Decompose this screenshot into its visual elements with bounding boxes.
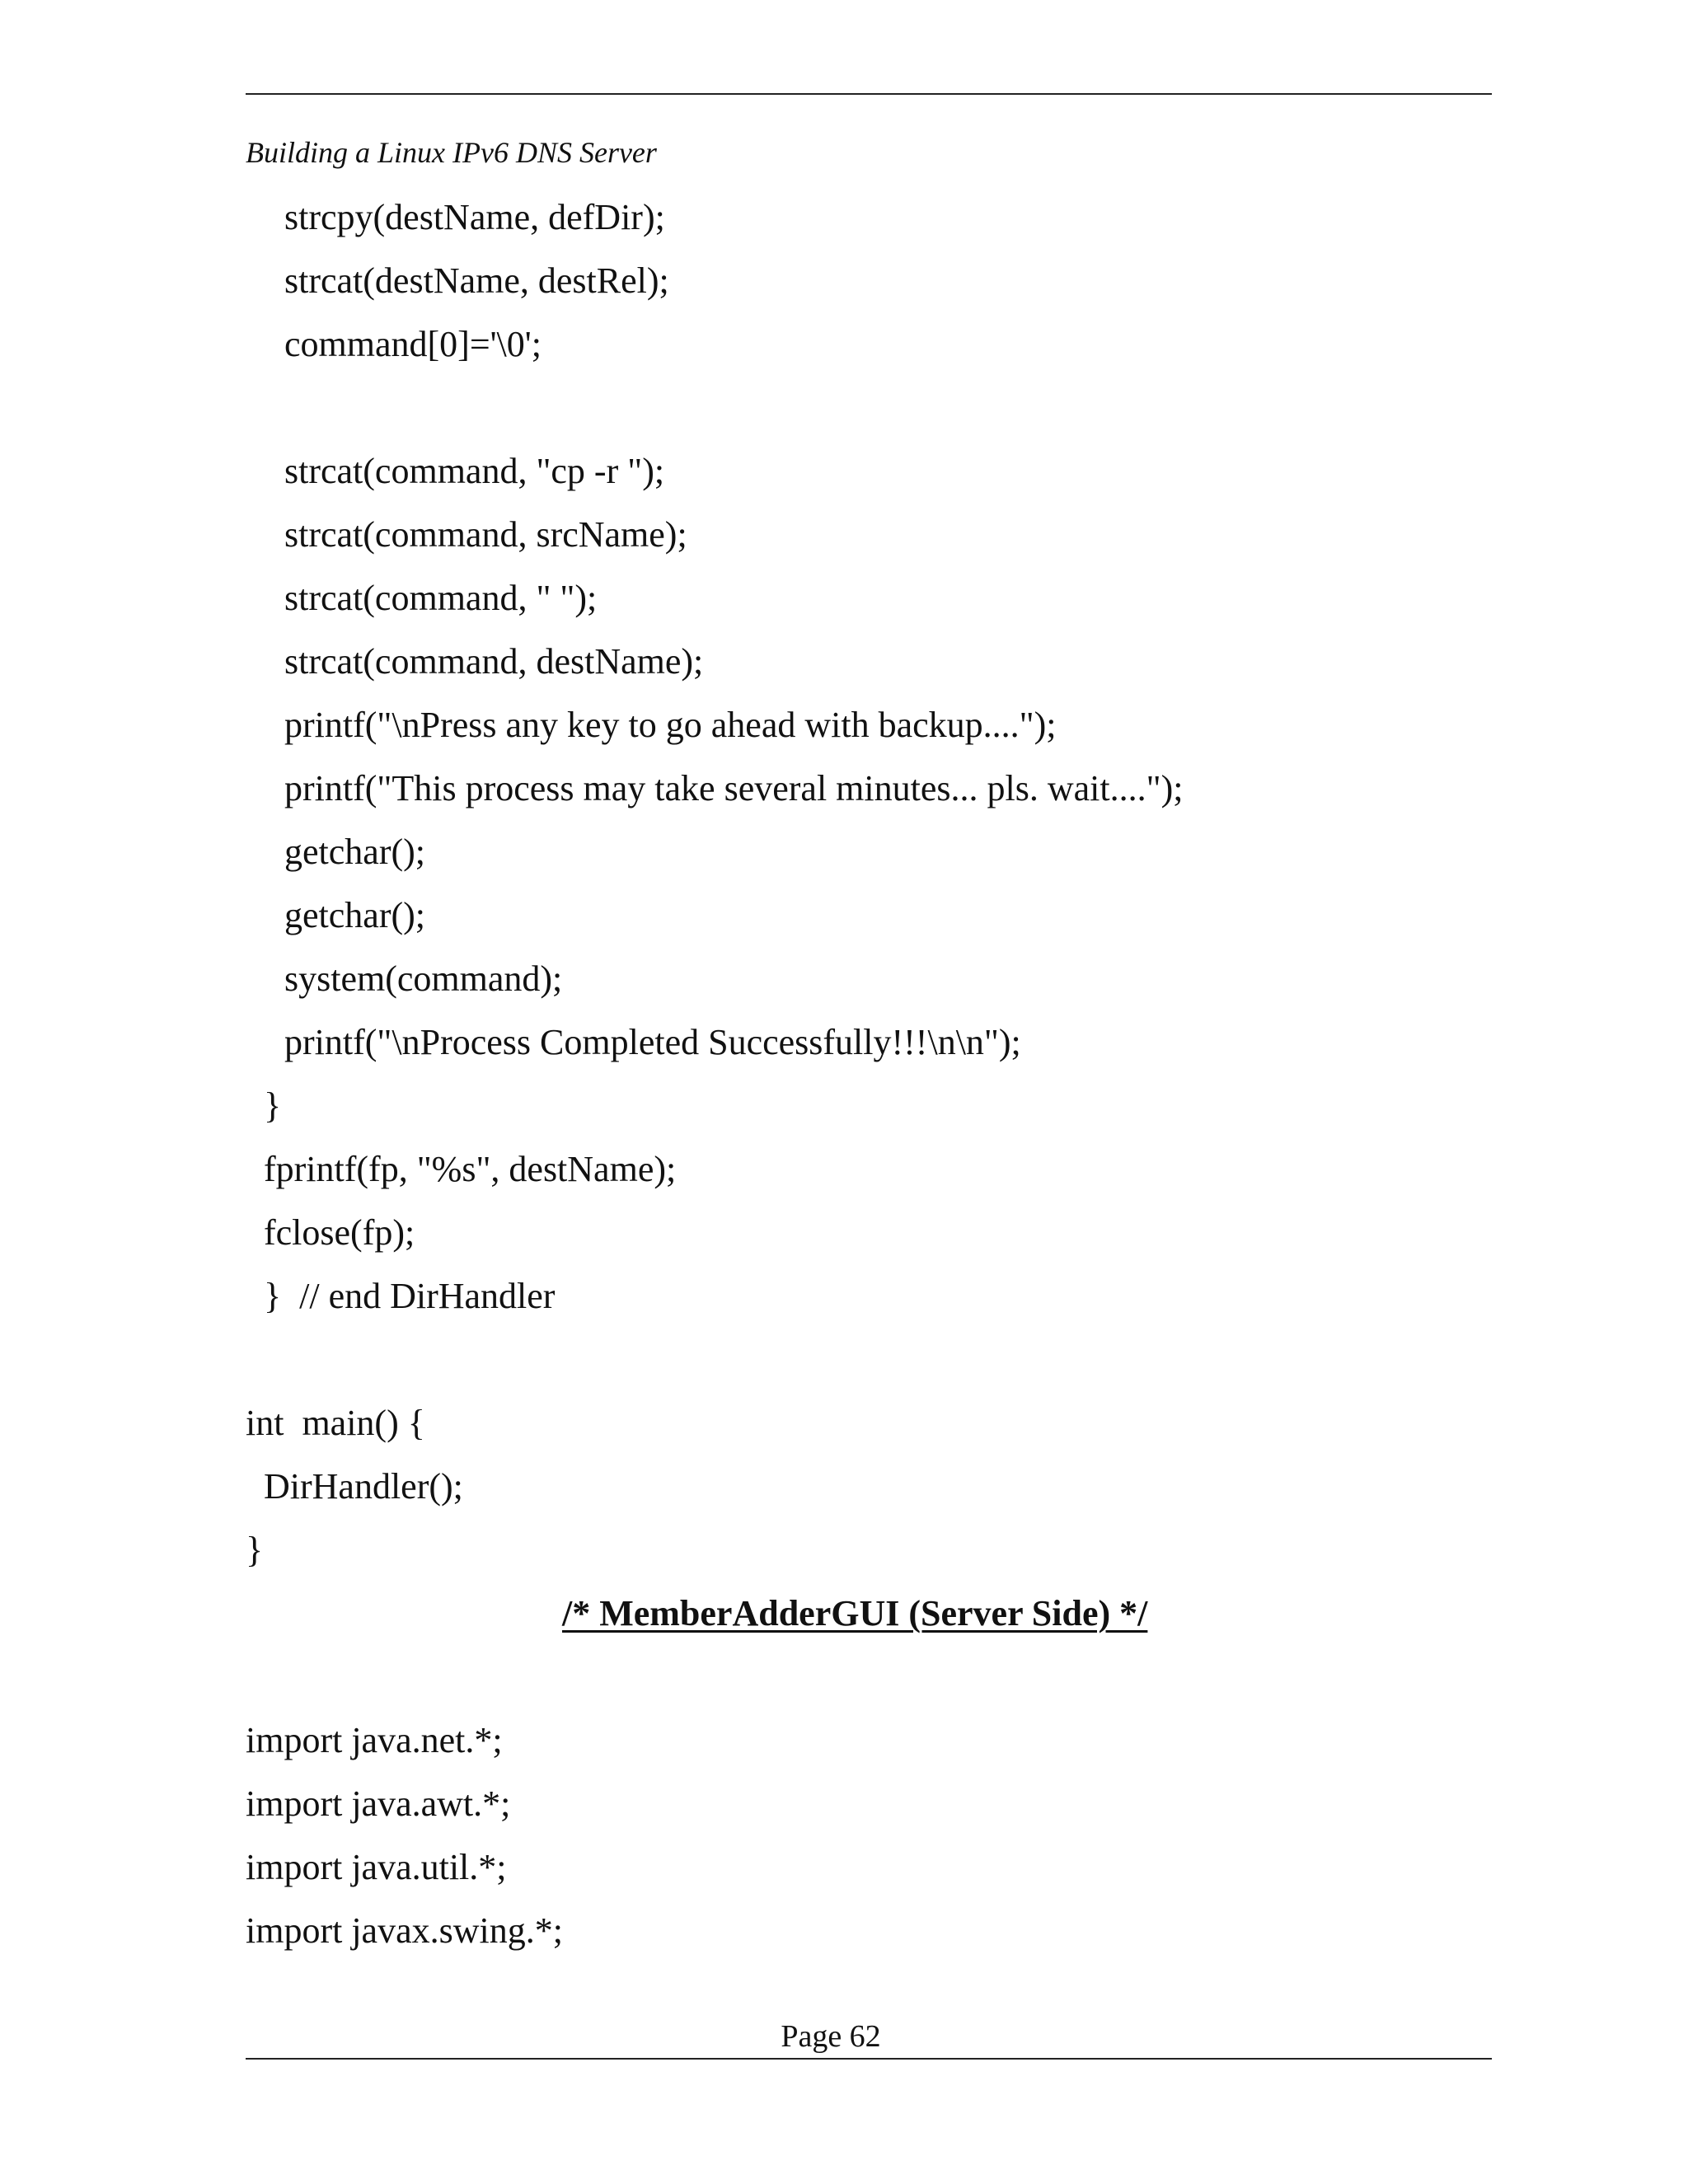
code-line: } (264, 1085, 282, 1126)
import-line: import java.util.*; (246, 1847, 507, 1887)
code-listing (0, 191, 1688, 1968)
code-line: strcat(command, srcName); (284, 514, 687, 555)
code-line: printf("This process may take several minutes... pls. wait...."); (284, 768, 1184, 808)
import-line: import java.net.*; (246, 1720, 503, 1760)
section-heading-text: /* MemberAdderGUI (Server Side) */ (562, 1593, 1148, 1633)
section-heading (0, 1587, 1688, 1714)
code-line: printf("\nProcess Completed Successfully!!!\n\n"); (284, 1022, 1021, 1062)
blank-line (0, 1333, 1688, 1397)
header-rule (246, 93, 1492, 95)
code-line: fprintf(fp, "%s", destName); (264, 1149, 677, 1189)
code-line: strcat(command, destName); (284, 641, 704, 682)
code-line: int main() { (246, 1403, 425, 1443)
code-line: getchar(); (284, 895, 425, 935)
footer-rule (246, 2058, 1492, 2060)
import-line: import javax.swing.*; (246, 1910, 563, 1951)
code-line: strcat(command, "cp -r "); (284, 451, 665, 491)
import-line: import java.awt.*; (246, 1783, 511, 1824)
code-line: } // end DirHandler (264, 1276, 556, 1316)
page-number: Page 62 (781, 2019, 881, 2054)
code-line: } (246, 1530, 264, 1570)
code-line: printf("\nPress any key to go ahead with backup...."); (284, 705, 1057, 745)
code-line: strcpy(destName, defDir); (284, 197, 665, 237)
code-line: system(command); (284, 958, 563, 999)
code-line: fclose(fp); (264, 1212, 415, 1253)
code-line: command[0]='\0'; (284, 324, 542, 364)
code-line: getchar(); (284, 832, 425, 872)
running-header: Building a Linux IPv6 DNS Server (246, 136, 657, 169)
code-line: strcat(command, " "); (284, 578, 598, 618)
code-line: strcat(destName, destRel); (284, 260, 669, 301)
blank-line (0, 382, 1688, 445)
code-line: DirHandler(); (264, 1466, 463, 1507)
